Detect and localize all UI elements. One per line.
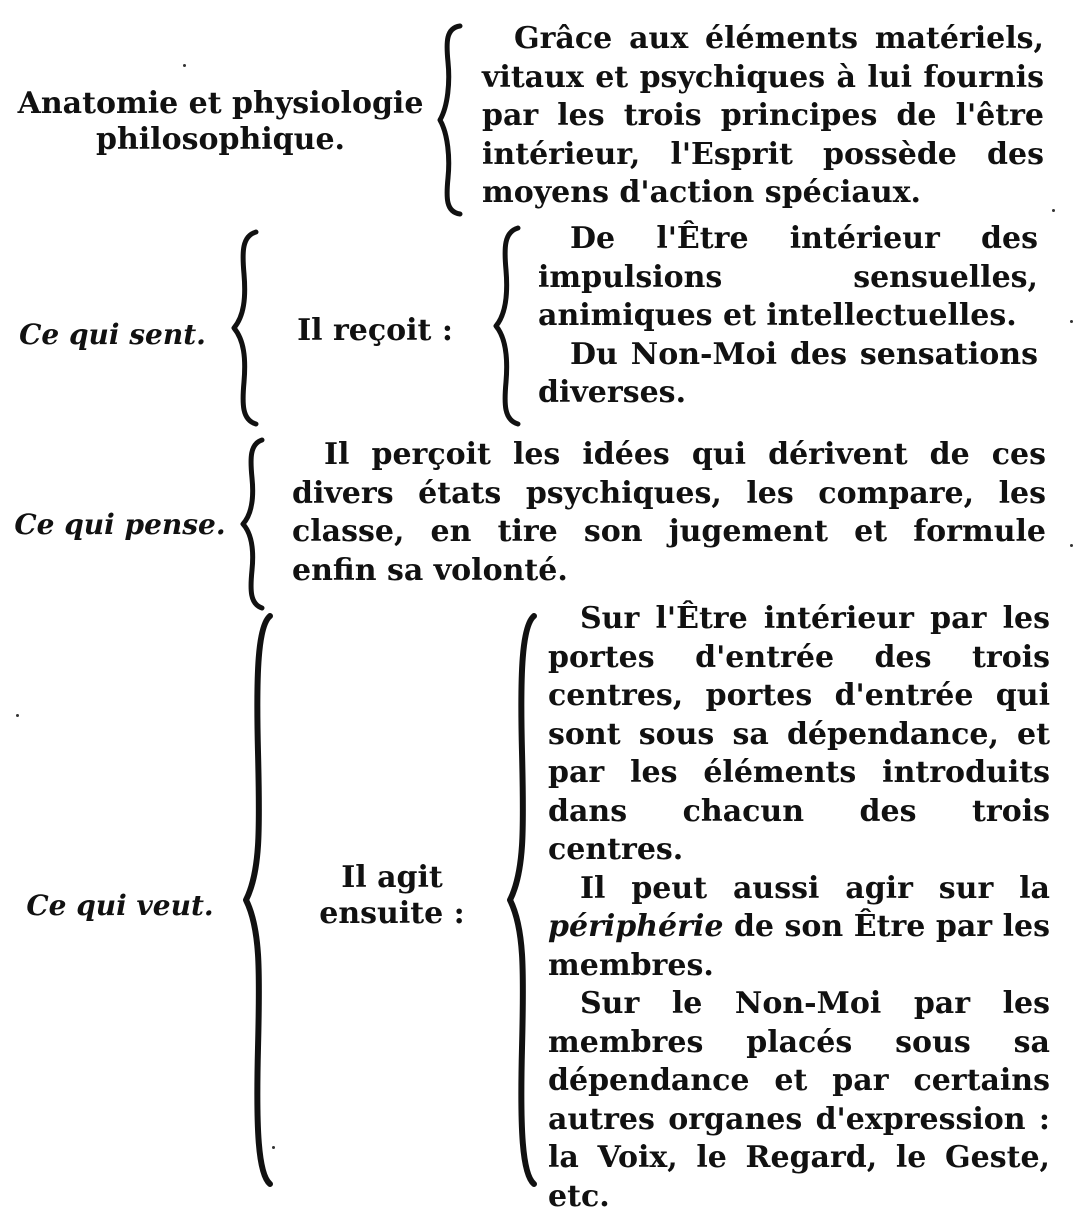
text-pense	[292, 436, 1046, 590]
brace-veut-inner	[504, 612, 540, 1187]
brace-sent-outer	[228, 228, 262, 428]
para-veut-3: Sur le Non-Moi par les membres placés sous sa dépendance et par certains autres organes d'expression : la Voix, le Regard, le Geste, etc.	[548, 986, 1050, 1214]
text-veut	[548, 600, 1050, 1216]
para-pense: Il perçoit les idées qui dérivent de ces divers états psychiques, les compare, les classe, en tire son jugement et formule enfin sa volonté.	[292, 437, 1046, 588]
print-speck	[272, 1146, 275, 1149]
brace-anatomie	[436, 22, 466, 218]
label-pense: Ce qui pense.	[14, 508, 226, 541]
brace-sent-inner	[490, 224, 524, 428]
print-speck	[183, 64, 186, 67]
label-anatomie-line1: Anatomie et physiologie	[17, 86, 424, 121]
verb-veut-line2: ensuite :	[319, 896, 465, 931]
para-sent-1: De l'Être intérieur des impulsions sensuelles, animiques et intellectuelles.	[538, 221, 1038, 333]
label-veut: Ce qui veut.	[26, 889, 214, 922]
para-veut-2-end: de son Être par les membres.	[548, 909, 1050, 983]
para-veut-2-em: périphérie	[548, 909, 724, 944]
brace-pense	[238, 436, 268, 612]
para-anatomie: Grâce aux éléments matériels, vitaux et psychiques à lui fournis par les trois principes de l'être intérieur, l'Esprit possède des moyens d'action spéciaux.	[482, 21, 1044, 210]
print-speck	[16, 714, 19, 717]
verb-sent: Il reçoit :	[297, 313, 453, 348]
print-speck	[1070, 544, 1073, 547]
print-speck	[1070, 320, 1073, 323]
para-veut-1: Sur l'Être intérieur par les portes d'entrée des trois centres, portes d'entrée qui sont sous sa dépendance, et par les éléments introduits dans chacun des trois centres.	[548, 601, 1050, 867]
text-anatomie	[482, 20, 1044, 213]
brace-veut-outer	[240, 612, 276, 1187]
label-sent: Ce qui sent.	[19, 318, 206, 351]
label-anatomie-line2: philosophique.	[96, 122, 345, 157]
verb-veut-line1: Il agit	[341, 860, 443, 895]
print-speck	[1052, 209, 1055, 212]
para-veut-2	[548, 870, 1050, 986]
label-anatomie	[8, 86, 433, 158]
text-sent	[538, 220, 1038, 413]
para-sent-2: Du Non-Moi des sensations diverses.	[538, 336, 1038, 410]
para-veut-2-start: Il peut aussi agir sur la	[580, 870, 1050, 906]
verb-veut	[292, 860, 492, 932]
